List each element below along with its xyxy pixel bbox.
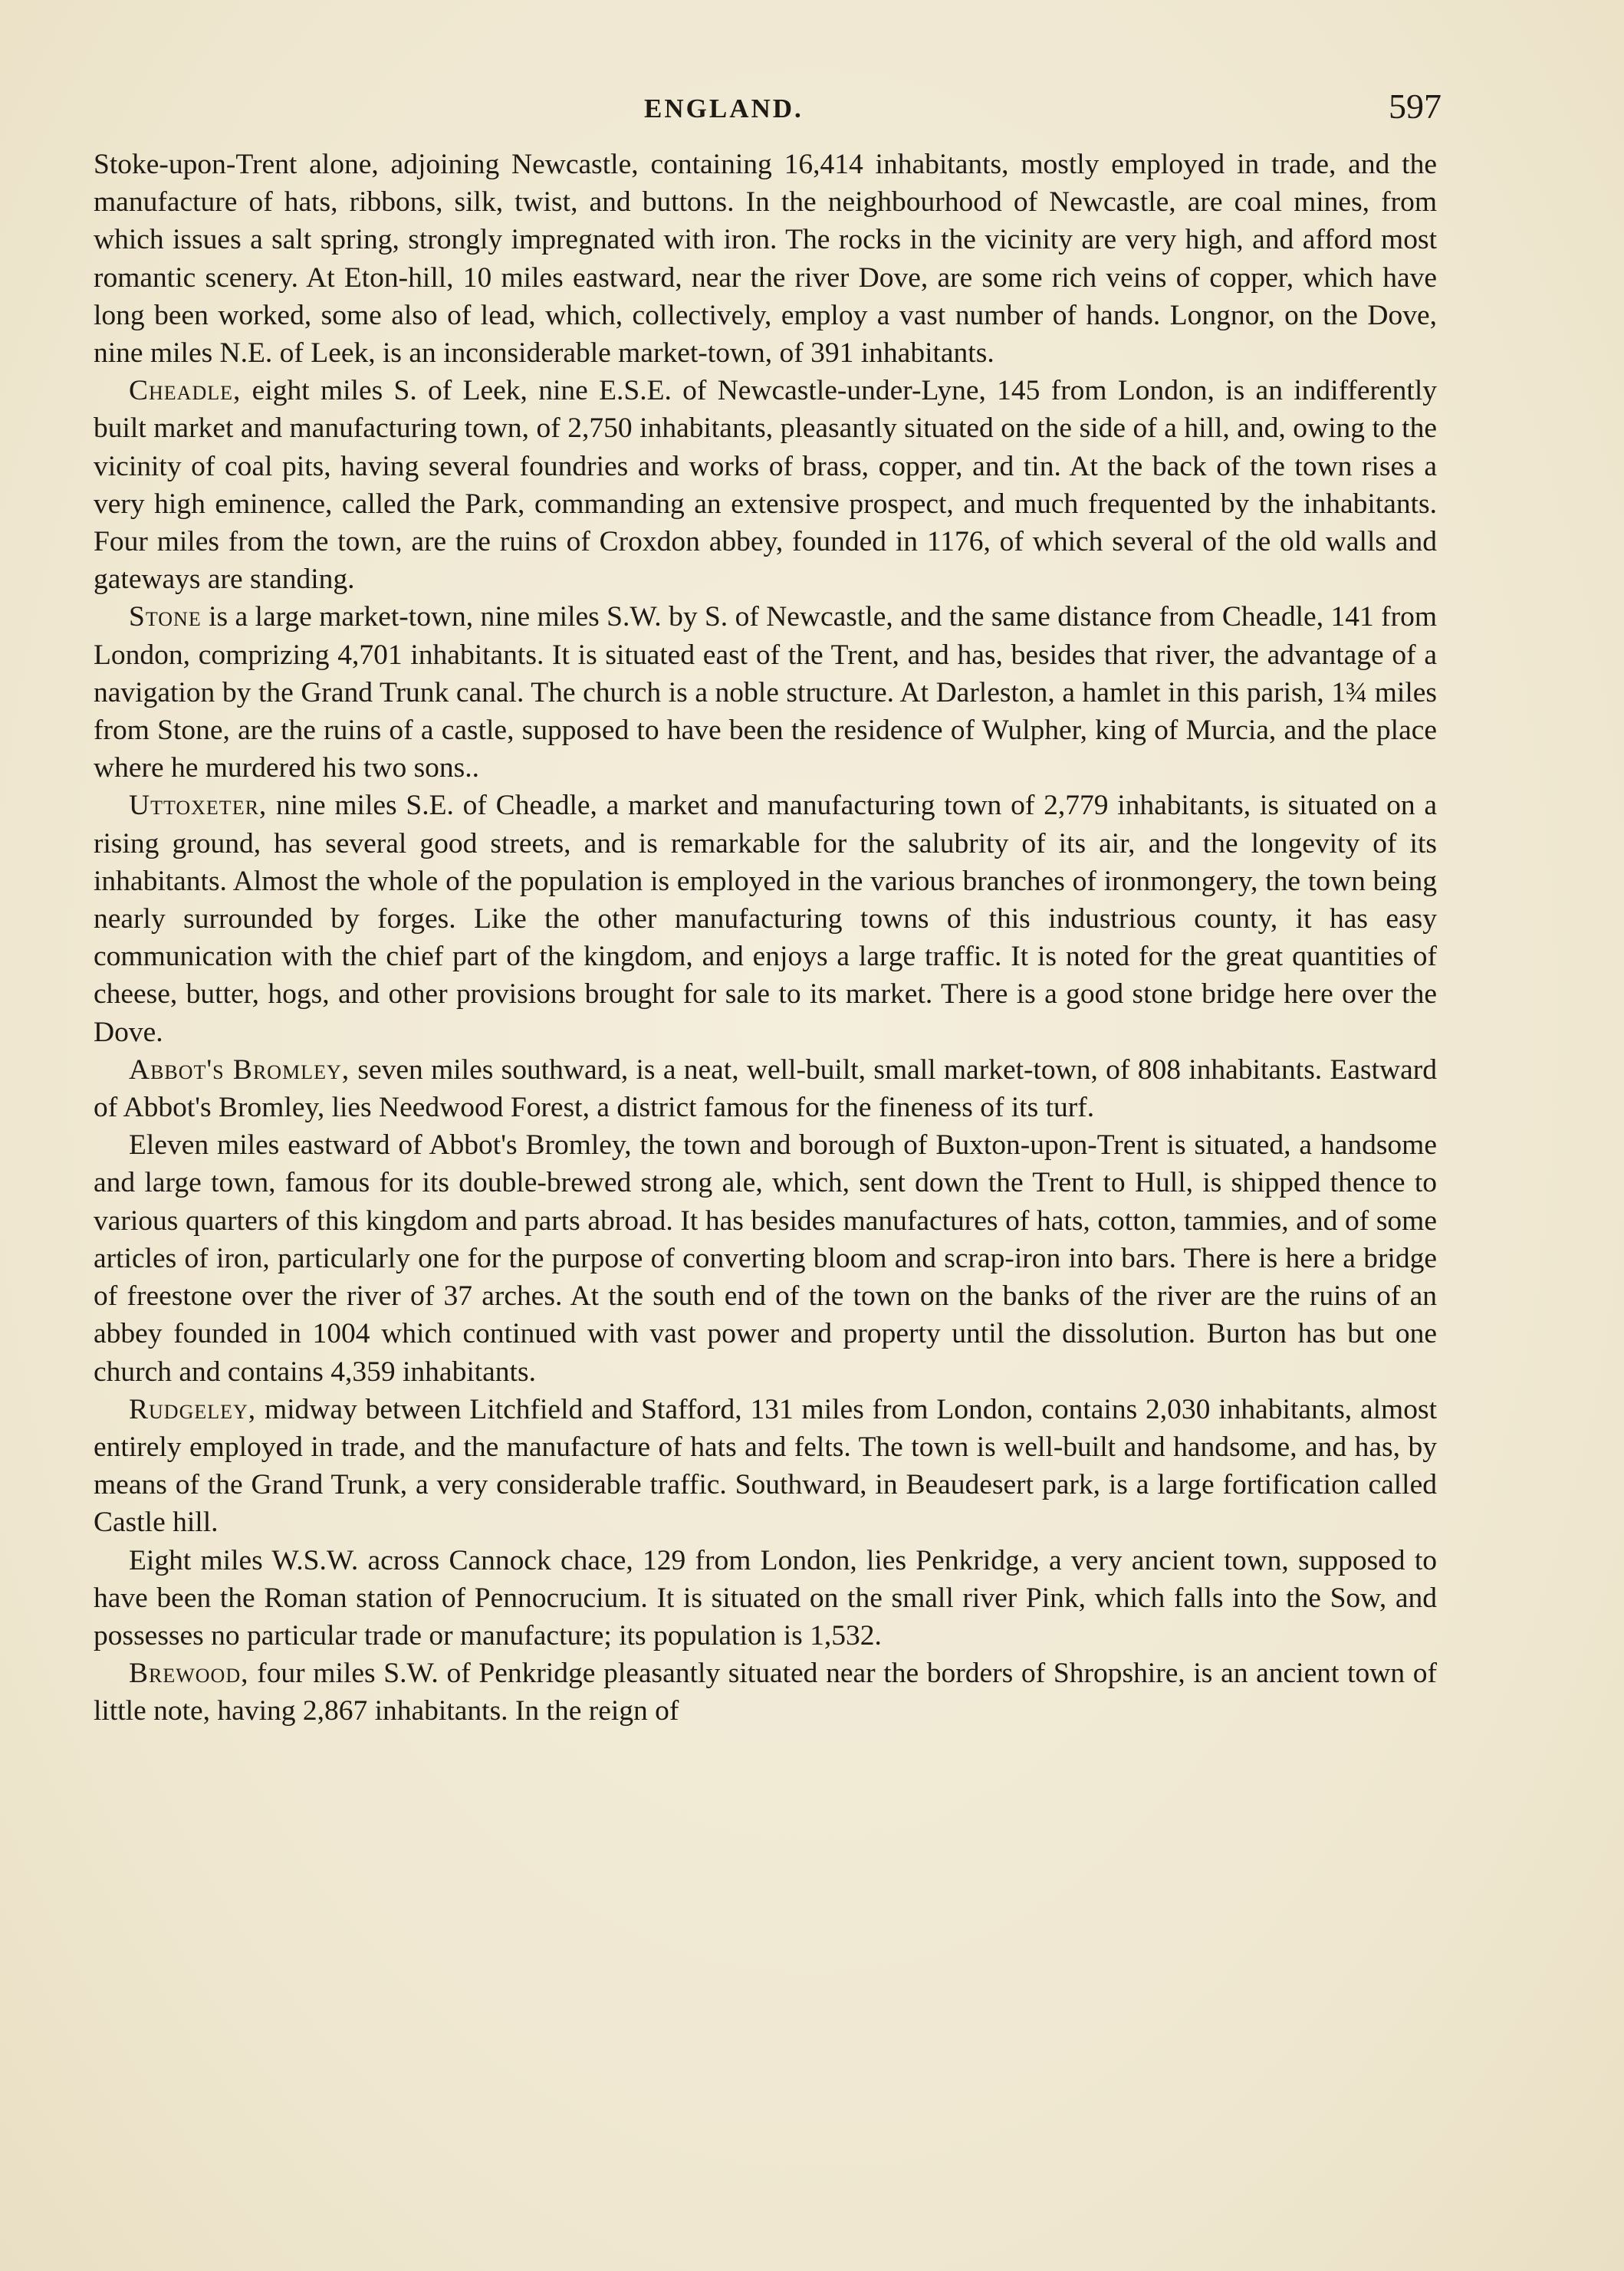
paragraph-abbots-bromley: [94, 1051, 1437, 1126]
paragraph-lead: Brewood,: [129, 1658, 249, 1690]
paragraph-lead: Rudgeley,: [129, 1393, 257, 1425]
body-text: [94, 146, 1437, 1730]
paragraph-text: four miles S.W. of Penkridge pleasantly situated near the borders of Shropshire, is an ancient town of little note, having 2,867 inhabitants. In the reign of: [94, 1658, 1437, 1727]
paragraph-brewood: [94, 1655, 1437, 1730]
paragraph-text: Eight miles W.S.W. across Cannock chace, 129 from London, lies Penkridge, a very ancient town, supposed to have been the Roman station of Pennocrucium. It is situated on the small river Pink, which falls into the Sow, and possesses no particular trade or manufacture; its population is 1,532.: [94, 1544, 1437, 1651]
running-head: ENGLAND.: [644, 94, 804, 123]
paragraph-stone: [94, 598, 1437, 787]
paragraph-burton: [94, 1126, 1437, 1390]
paragraph-text: Stoke-upon-Trent alone, adjoining Newcastle, containing 16,414 inhabitants, mostly employed in trade, and the manufacture of hats, ribbons, silk, twist, and buttons. In the neighbourhood of Newcastle, are coal mines, from which issues a salt spring, strongly impregnated with iron. The rocks in the vicinity are very high, and afford most romantic scenery. At Eton-hill, 10 miles eastward, near the river Dove, are some rich veins of copper, which have long been worked, some also of lead, which, collectively, employ a vast number of hands. Longnor, on the Dove, nine miles N.E. of Leek, is an inconsiderable market-town, of 391 inhabitants.: [94, 149, 1437, 370]
paragraph-lead: Stone: [129, 601, 202, 633]
paragraph-uttoxeter: [94, 787, 1437, 1050]
paragraph-lead: Cheadle,: [129, 375, 242, 407]
paragraph-stoke: [94, 146, 1437, 372]
paragraph-text: is a large market-town, nine miles S.W. by S. of Newcastle, and the same distance from Cheadle, 141 from London, comprizing 4,701 inhabitants. It is situated east of the Trent, and has, besides that river, the advantage of a navigation by the Grand Trunk canal. The church is a noble structure. At Darleston, a hamlet in this parish, 1¾ miles from Stone, are the ruins of a castle, supposed to have been the residence of Wulpher, king of Murcia, and the place where he murdered his two sons..: [94, 601, 1437, 784]
page-header: [92, 87, 1442, 136]
paragraph-penkridge: [94, 1542, 1437, 1655]
paragraph-text: eight miles S. of Leek, nine E.S.E. of Newcastle-under-Lyne, 145 from London, is an indifferently built market and manufacturing town, of 2,750 inhabitants, pleasantly situated on the side of a hill, and, owing to the vicinity of coal pits, having several foundries and works of brass, copper, and tin. At the back of the town rises a very high eminence, called the Park, commanding an extensive prospect, and much frequented by the inhabitants. Four miles from the town, are the ruins of Croxdon abbey, founded in 1176, of which several of the old walls and gateways are standing.: [94, 375, 1437, 596]
paragraph-lead: Uttoxeter,: [129, 790, 268, 822]
page-number: 597: [1389, 87, 1442, 126]
paragraph-text: nine miles S.E. of Cheadle, a market and manufacturing town of 2,779 inhabitants, is situated on a rising ground, has several good streets, and is remarkable for the salubrity of its air, and the longevity of its inhabitants. Almost the whole of the population is employed in the various branches of ironmongery, the town being nearly surrounded by forges. Like the other manufacturing towns of this industrious county, it has easy communication with the chief part of the kingdom, and enjoys a large traffic. It is noted for the great quantities of cheese, butter, hogs, and other provisions brought for sale to its market. There is a good stone bridge here over the Dove.: [94, 790, 1437, 1048]
paragraph-rudgeley: [94, 1391, 1437, 1542]
paragraph-cheadle: [94, 372, 1437, 598]
paragraph-text: midway between Litchfield and Stafford, 131 miles from London, contains 2,030 inhabitants, almost entirely employed in trade, and the manufacture of hats and felts. The town is well-built and handsome, and has, by means of the Grand Trunk, a very considerable traffic. Southward, in Beaudesert park, is a large fortification called Castle hill.: [94, 1393, 1437, 1539]
paragraph-text: Eleven miles eastward of Abbot's Bromley, the town and borough of Buxton-upon-Trent is situated, a handsome and large town, famous for its double-brewed strong ale, which, sent down the Trent to Hull, is shipped thence to various quarters of this kingdom and parts abroad. It has besides manufactures of hats, cotton, tammies, and of some articles of iron, particularly one for the purpose of converting bloom and scrap-iron into bars. There is here a bridge of freestone over the river of 37 arches. At the south end of the town on the banks of the river are the ruins of an abbey founded in 1004 which continued with vast power and property until the dissolution. Burton has but one church and contains 4,359 inhabitants.: [94, 1129, 1437, 1388]
paragraph-text: seven miles southward, is a neat, well-built, small market-town, of 808 inhabitants. Eastward of Abbot's Bromley, lies Needwood Forest, a district famous for the fineness of its turf.: [94, 1053, 1437, 1124]
paragraph-lead: Abbot's Bromley,: [129, 1053, 350, 1086]
